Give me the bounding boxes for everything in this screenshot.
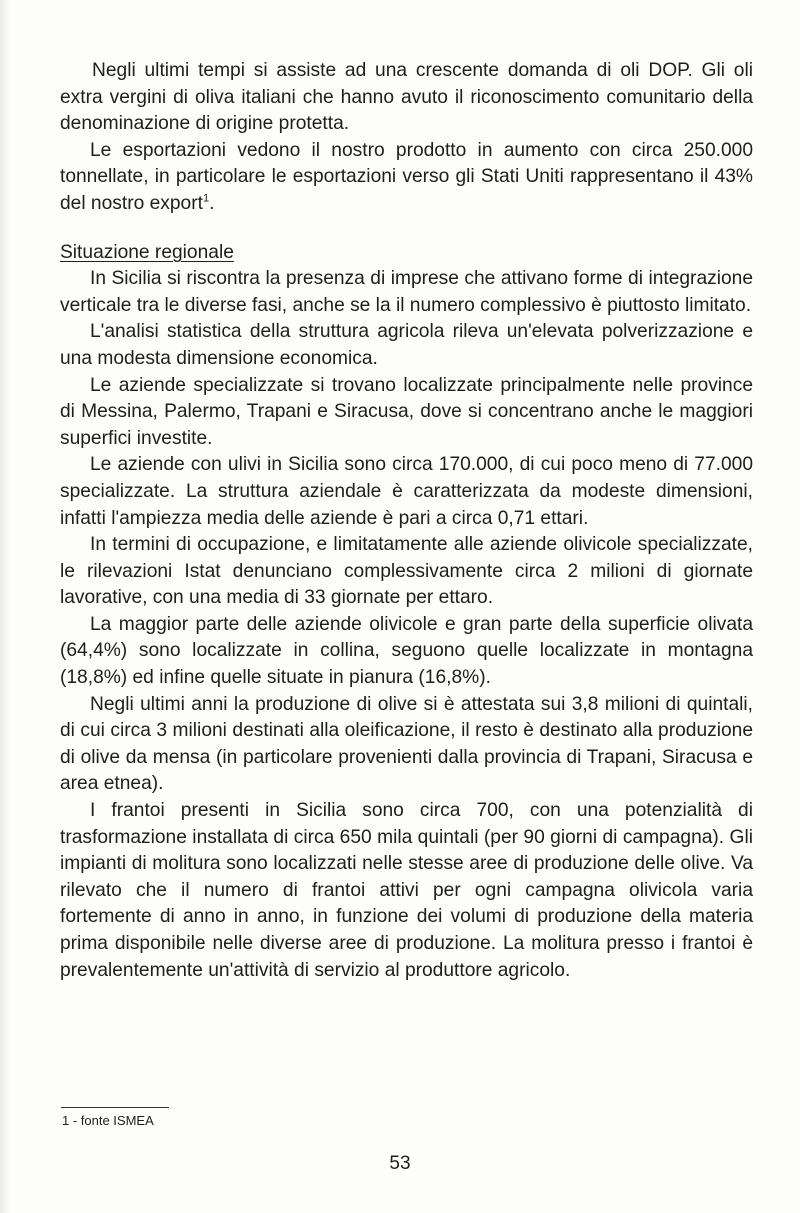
- footnote-reference: 1: [202, 192, 210, 205]
- paragraph-text: In termini di occupazione, e limitatamente alle aziende olivicole specializzate, le rilevazioni Istat denunciano complessivamente circa 2 milioni di giornate lavorative, con una media di 33 giornate per ettaro.: [60, 534, 753, 609]
- paragraph-end-punctuation: .: [209, 192, 215, 214]
- paragraph-specialized-farms: [60, 373, 753, 453]
- body-text: [60, 58, 753, 984]
- paragraph-text: L'analisi statistica della struttura agricola rileva un'elevata polverizzazione e una modesta dimensione economica.: [60, 321, 753, 369]
- paragraph-exports: [60, 138, 753, 218]
- paragraph-text: In Sicilia si riscontra la presenza di imprese che attivano forme di integrazione verticale tra le diverse fasi, anche se la il numero complessivo è piuttosto limitato.: [60, 268, 753, 316]
- page-number: 53: [389, 1153, 411, 1174]
- footnote: 1 - fonte ISMEA: [62, 1113, 154, 1128]
- paragraph-text: Le aziende con ulivi in Sicilia sono circa 170.000, di cui poco meno di 77.000 specializzate. La struttura aziendale è caratterizzata da modeste dimensioni, infatti l'ampiezza media delle aziende è pari a circa 0,71 ettari.: [60, 454, 753, 529]
- paragraph-text: Negli ultimi anni la produzione di olive si è attestata sui 3,8 milioni di quintali, di cui circa 3 milioni destinati alla oleificazione, il resto è destinato alla produzione di olive da mensa (in particolare provenienti dalla provincia di Trapani, Siracusa e area etnea).: [60, 693, 753, 795]
- paragraph-land-distribution: [60, 612, 753, 692]
- paragraph-statistical-analysis: [60, 319, 753, 372]
- paragraph-text: Negli ultimi tempi si assiste ad una crescente domanda di oli DOP. Gli oli extra vergini di oliva italiani che hanno avuto il riconoscimento comunitario della denominazione di origine protetta.: [60, 60, 753, 135]
- paragraph-text: I frantoi presenti in Sicilia sono circa 700, con una potenzialità di trasformazione installata di circa 650 mila quintali (per 90 giorni di campagna). Gli impianti di molitura sono localizzati nelle stesse aree di produzione delle olive. Va rilevato che il numero di frantoi attivi per ogni campagna olivicola varia fortemente di anno in anno, in funzione dei volumi di produzione della materia prima disponibile nelle diverse aree di produzione. La molitura presso i frantoi è prevalentemente un'attività di servizio al produttore agricolo.: [60, 800, 753, 981]
- paragraph-olive-mills: [60, 798, 753, 984]
- paragraph-olive-production: [60, 692, 753, 798]
- paragraph-text: Le aziende specializzate si trovano localizzate principalmente nelle province di Messina, Palermo, Trapani e Siracusa, dove si concentrano anche le maggiori superfici investite.: [60, 374, 753, 449]
- paragraph-vertical-integration: [60, 266, 753, 319]
- page-edge-shadow: [0, 0, 10, 1213]
- section-heading: Situazione regionale: [60, 241, 234, 263]
- footnote-divider: [61, 1107, 169, 1108]
- paragraph-dop-demand: [60, 58, 753, 138]
- paragraph-olive-farms-count: [60, 452, 753, 532]
- paragraph-text: Le esportazioni vedono il nostro prodotto in aumento con circa 250.000 tonnellate, in particolare le esportazioni verso gli Stati Uniti rappresentano il 43% del nostro export: [60, 139, 753, 214]
- paragraph-text: La maggior parte delle aziende olivicole e gran parte della superficie olivata (64,4%) sono localizzate in collina, seguono quelle localizzate in montagna (18,8%) ed infine quelle situate in pianura (16,8%).: [60, 613, 753, 689]
- paragraph-employment: [60, 532, 753, 612]
